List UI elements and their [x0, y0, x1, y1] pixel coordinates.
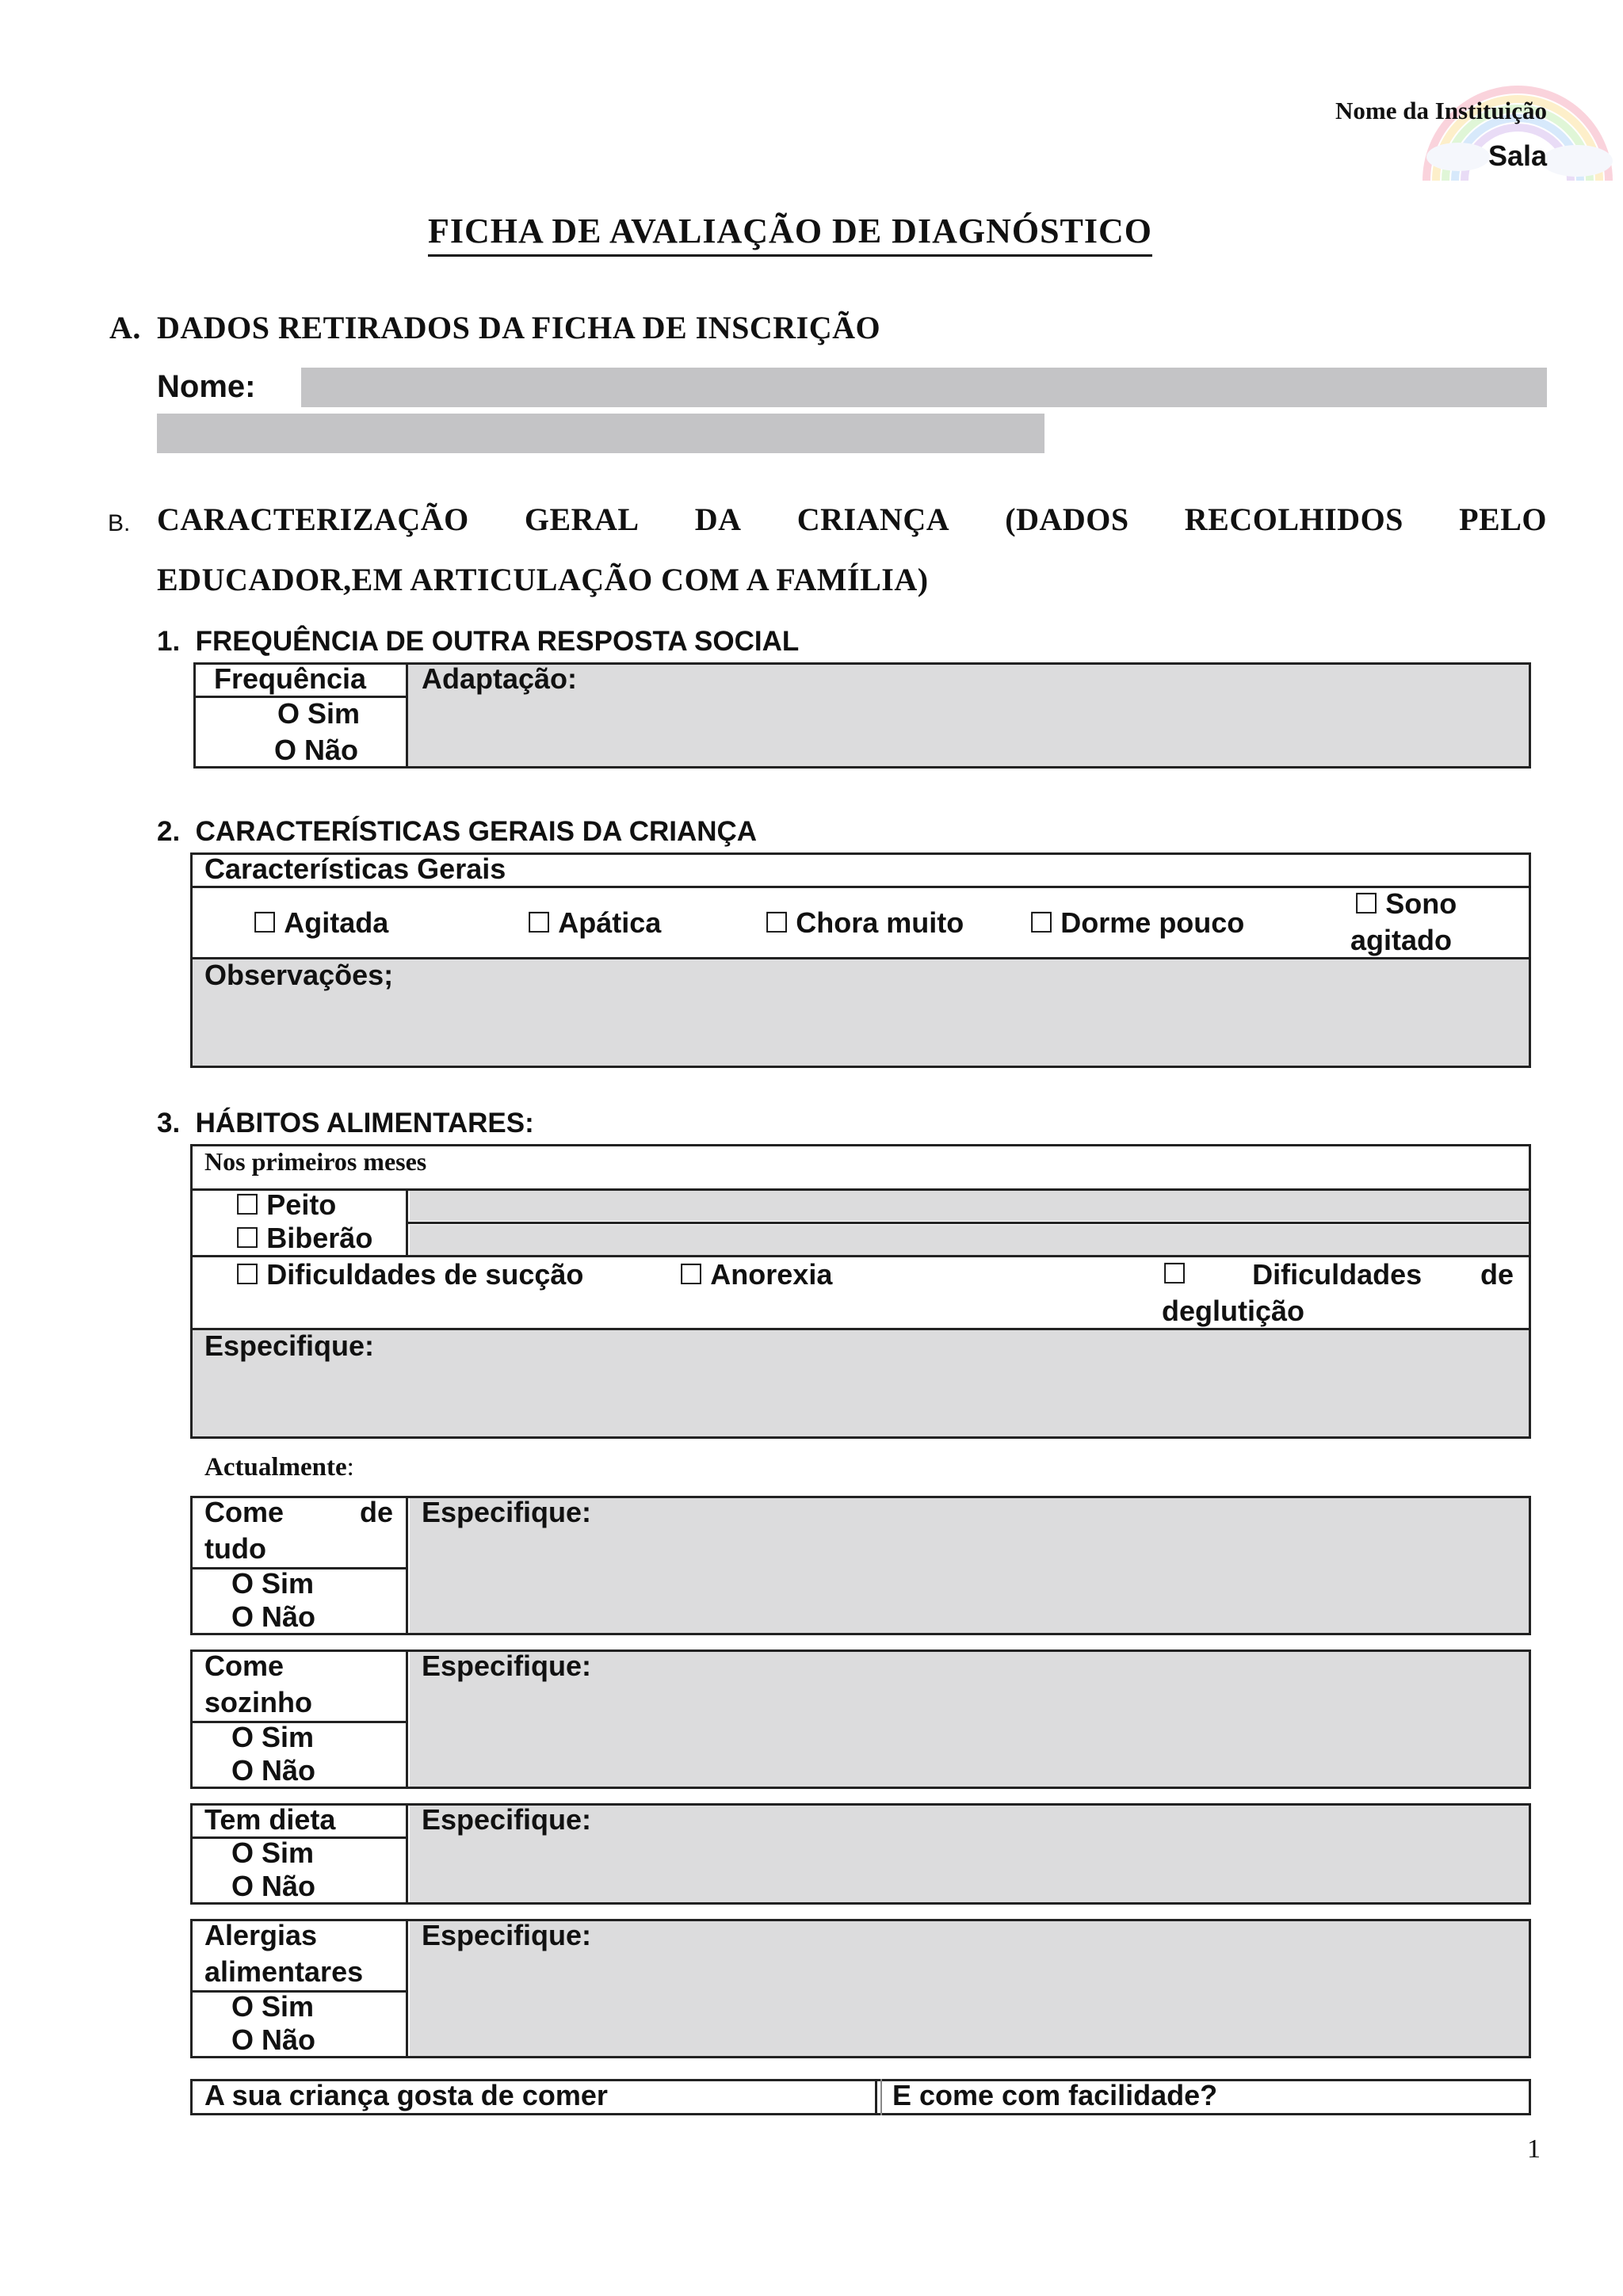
option-dificuldades-succao[interactable]: ☐ Dificuldades de sucção [235, 1258, 584, 1291]
item3-heading: 3. HÁBITOS ALIMENTARES: [157, 1108, 534, 1138]
checkbox-icon: ☐ [764, 907, 790, 940]
option-dorme-pouco[interactable]: ☐ Dorme pouco [1029, 906, 1245, 940]
eats-everything-no-option[interactable]: O Não [231, 1600, 316, 1633]
document-title: FICHA DE AVALIAÇÃO DE DIAGNÓSTICO [428, 211, 1152, 257]
eats-alone-specify-label: Especifique: [422, 1650, 592, 1682]
checkbox-icon: ☐ [235, 1259, 261, 1291]
checkbox-icon: ☐ [1029, 907, 1055, 940]
eats-everything-yes-option[interactable]: O Sim [231, 1567, 315, 1600]
institution-name: Nome da Instituição [1335, 97, 1547, 124]
option-apatica[interactable]: ☐ Apática [526, 906, 662, 940]
section-b-word: CRIANÇA [796, 502, 950, 537]
section-a-marker: A. [109, 310, 141, 345]
page-number: 1 [1527, 2134, 1541, 2164]
section-b-word: PELO [1459, 502, 1547, 537]
option-sono-agitado-line2: agitado [1350, 924, 1453, 956]
diet-no-option[interactable]: O Não [231, 1870, 316, 1902]
diet-yes-option[interactable]: O Sim [231, 1836, 315, 1869]
section-b-word: CARACTERIZAÇÃO [157, 502, 469, 537]
allergies-label: Alergias [204, 1919, 318, 1951]
option-agitada[interactable]: ☐ Agitada [252, 906, 389, 940]
option-peito[interactable]: ☐ Peito [235, 1188, 337, 1222]
first-months-label: Nos primeiros meses [204, 1147, 427, 1176]
first-months-specify-label: Especifique: [204, 1329, 375, 1362]
option-biberao[interactable]: ☐ Biberão [235, 1222, 373, 1255]
breast-field[interactable] [410, 1191, 1529, 1221]
section-b-word: GERAL [524, 502, 640, 537]
characteristics-header: Características Gerais [204, 852, 506, 885]
allergies-no-option[interactable]: O Não [231, 2023, 316, 2056]
frequency-no-option[interactable]: O Não [274, 734, 359, 766]
allergies-label-line2: alimentares [204, 1955, 364, 1988]
section-b-title-line2: EDUCADOR,EM ARTICULAÇÃO COM A FAMÍLIA) [157, 562, 929, 597]
name-field-continuation[interactable] [157, 414, 1044, 453]
section-a-title: DADOS RETIRADOS DA FICHA DE INSCRIÇÃO [157, 310, 881, 345]
adaptation-label: Adaptação: [422, 662, 578, 695]
currently-label: Actualmente: [204, 1453, 354, 1482]
section-b-marker: B. [108, 510, 131, 536]
likes-eating-question: A sua criança gosta de comer [204, 2079, 608, 2111]
room-name: Sala [1487, 139, 1547, 172]
option-chora-muito[interactable]: ☐ Chora muito [764, 906, 964, 940]
checkbox-icon: ☐ [678, 1259, 705, 1291]
item1-heading: 1. FREQUÊNCIA DE OUTRA RESPOSTA SOCIAL [157, 626, 800, 657]
section-b-word: (DADOS [1005, 502, 1129, 537]
bottle-field[interactable] [410, 1225, 1529, 1255]
checkbox-icon: ☐ [235, 1222, 261, 1255]
eats-easily-question: E come com facilidade? [892, 2079, 1218, 2111]
section-b-title-line1 [157, 501, 1547, 538]
name-label: Nome: [157, 369, 256, 404]
observations-label: Observações; [204, 959, 394, 991]
frequency-yes-option[interactable]: O Sim [277, 697, 361, 730]
checkbox-icon: ☐ [1354, 888, 1380, 921]
option-sono-agitado[interactable]: ☐ Sono [1354, 887, 1457, 921]
name-field[interactable] [301, 368, 1547, 407]
eats-everything-label: Come de [204, 1496, 393, 1528]
option-deglutição-line2: deglutição [1162, 1295, 1305, 1327]
diet-label: Tem dieta [204, 1803, 336, 1836]
allergies-yes-option[interactable]: O Sim [231, 1990, 315, 2023]
checkbox-icon: ☐ [252, 907, 278, 940]
checkbox-icon: ☐ [526, 907, 552, 940]
option-dificuldades-deglutição[interactable]: ☐ Dificuldades de [1162, 1258, 1514, 1291]
diet-specify-label: Especifique: [422, 1803, 592, 1836]
item2-heading: 2. CARACTERÍSTICAS GERAIS DA CRIANÇA [157, 816, 758, 847]
eats-alone-label: Come [204, 1650, 285, 1682]
checkbox-icon: ☐ [235, 1189, 261, 1222]
eats-everything-specify-label: Especifique: [422, 1496, 592, 1528]
option-anorexia[interactable]: ☐ Anorexia [678, 1258, 833, 1291]
allergies-specify-label: Especifique: [422, 1919, 592, 1951]
eats-alone-yes-option[interactable]: O Sim [231, 1721, 315, 1753]
first-months-specify-field[interactable] [193, 1330, 1529, 1436]
checkbox-icon: ☐ [1162, 1258, 1188, 1291]
section-b-word: RECOLHIDOS [1184, 502, 1403, 537]
section-b-word: DA [694, 502, 742, 537]
eats-alone-label-line2: sozinho [204, 1686, 312, 1718]
eats-everything-label-line2: tudo [204, 1532, 266, 1565]
frequency-label: Frequência [214, 662, 367, 695]
eats-alone-no-option[interactable]: O Não [231, 1754, 316, 1787]
